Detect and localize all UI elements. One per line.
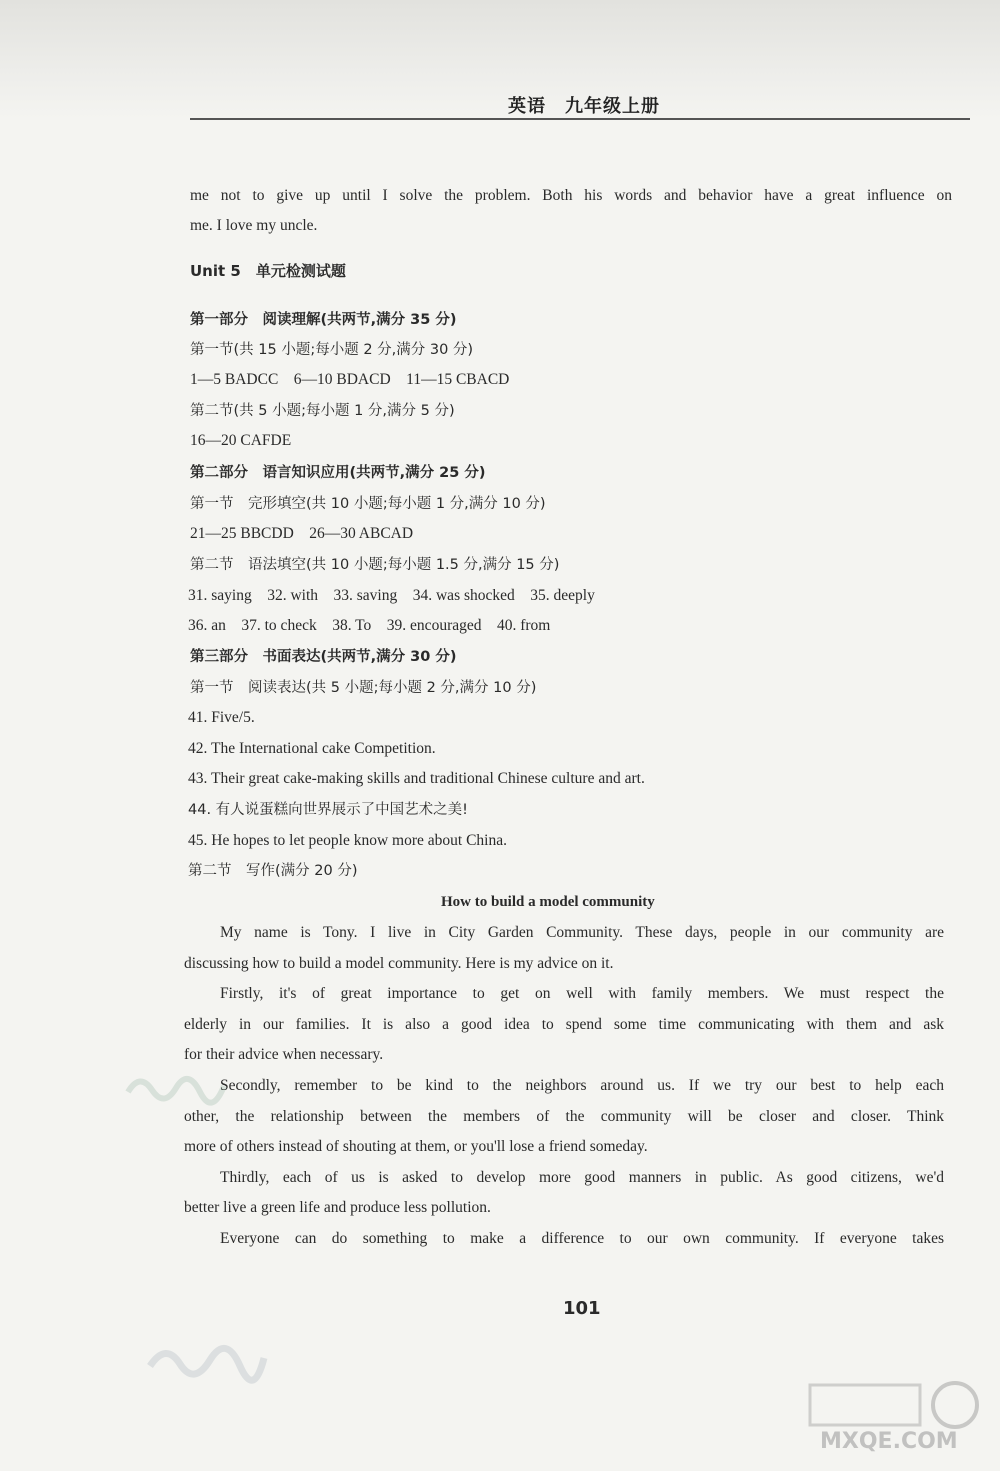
answer-line: 43. Their great cake-making skills and traditional Chinese culture and art. bbox=[188, 770, 645, 787]
continuation-line-1: me not to give up until I solve the problem. Both his words and behavior have a great influence on bbox=[190, 187, 952, 204]
top-shade bbox=[0, 0, 1000, 120]
answer-line: 36. an 37. to check 38. To 39. encouraged 40. from bbox=[188, 617, 551, 634]
answer-line: 1—5 BADCC 6—10 BDACD 11—15 CBACD bbox=[190, 371, 510, 388]
answer-line: 第二节 写作(满分 20 分) bbox=[188, 863, 358, 879]
essay-line: other, the relationship between the members of the community will be closer and closer. Think bbox=[184, 1108, 944, 1125]
stamp-mark-icon bbox=[120, 1062, 230, 1112]
essay-line: for their advice when necessary. bbox=[184, 1046, 384, 1063]
essay-line: discussing how to build a model community. Here is my advice on it. bbox=[184, 955, 614, 972]
answer-line: 45. He hopes to let people know more about China. bbox=[188, 832, 507, 849]
essay-line: Everyone can do something to make a difference to our own community. If everyone takes bbox=[220, 1230, 944, 1247]
essay-title: How to build a model community bbox=[441, 894, 655, 910]
header-rule bbox=[190, 118, 970, 120]
continuation-line-2: me. I love my uncle. bbox=[190, 217, 318, 234]
answer-line: 第三部分 书面表达(共两节,满分 30 分) bbox=[190, 649, 457, 665]
watermark-text: MXQE.COM bbox=[820, 1429, 958, 1454]
answer-line: 16—20 CAFDE bbox=[190, 432, 292, 449]
answer-line: 第一节 完形填空(共 10 小题;每小题 1 分,满分 10 分) bbox=[190, 496, 546, 512]
answer-line: 第一部分 阅读理解(共两节,满分 35 分) bbox=[190, 312, 457, 328]
answer-line: 第二节 语法填空(共 10 小题;每小题 1.5 分,满分 15 分) bbox=[190, 557, 560, 573]
essay-line: My name is Tony. I live in City Garden Community. These days, people in our community are bbox=[220, 924, 944, 941]
unit-title: Unit 5 单元检测试题 bbox=[190, 262, 346, 280]
answer-line: 第一节(共 15 小题;每小题 2 分,满分 30 分) bbox=[190, 342, 474, 358]
stamp-mark-icon bbox=[140, 1330, 270, 1390]
essay-line: Thirdly, each of us is asked to develop more good manners in public. As good citizens, we'd bbox=[220, 1169, 944, 1186]
answer-line: 41. Five/5. bbox=[188, 709, 255, 726]
answer-line: 第二节(共 5 小题;每小题 1 分,满分 5 分) bbox=[190, 403, 455, 419]
answer-line: 第一节 阅读表达(共 5 小题;每小题 2 分,满分 10 分) bbox=[190, 680, 537, 696]
header-title: 英语 九年级上册 bbox=[508, 96, 660, 117]
answer-line: 第二部分 语言知识应用(共两节,满分 25 分) bbox=[190, 465, 486, 481]
essay-line: more of others instead of shouting at them, or you'll lose a friend someday. bbox=[184, 1138, 648, 1155]
page-number: 101 bbox=[563, 1298, 601, 1319]
answer-line: 21—25 BBCDD 26—30 ABCAD bbox=[190, 525, 414, 542]
essay-line: elderly in our families. It is also a good idea to spend some time communicating with them and ask bbox=[184, 1016, 944, 1033]
essay-line: Secondly, remember to be kind to the neighbors around us. If we try our best to help each bbox=[220, 1077, 944, 1094]
essay-line: Firstly, it's of great importance to get on well with family members. We must respect the bbox=[220, 985, 944, 1002]
answer-line: 44. 有人说蛋糕向世界展示了中国艺术之美! bbox=[188, 802, 468, 818]
answer-line: 42. The International cake Competition. bbox=[188, 740, 436, 757]
answer-line: 31. saying 32. with 33. saving 34. was shocked 35. deeply bbox=[188, 587, 595, 604]
essay-line: better live a green life and produce less pollution. bbox=[184, 1199, 491, 1216]
